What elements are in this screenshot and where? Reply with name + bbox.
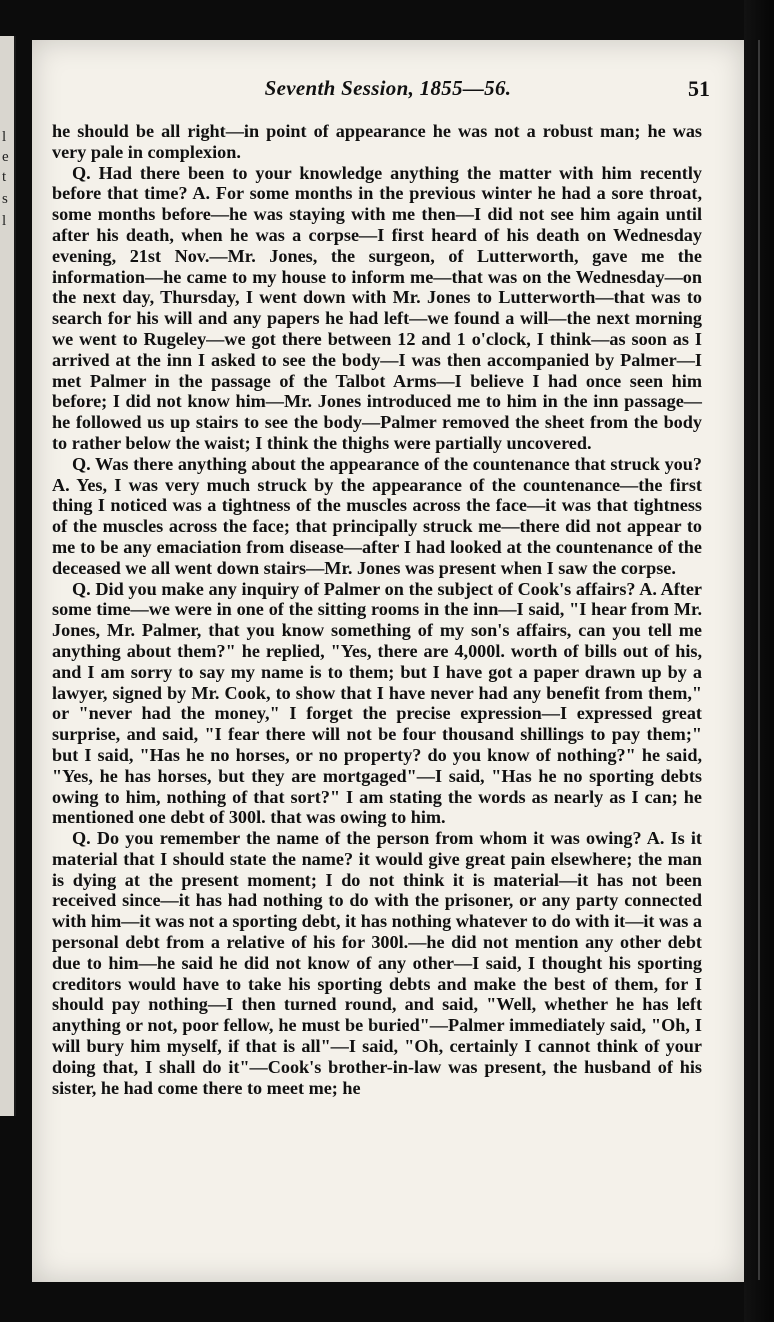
adjacent-page-fragment: t <box>2 169 7 185</box>
running-title: Seventh Session, 1855—56. <box>264 76 512 100</box>
book-binding <box>744 0 774 1322</box>
page-header <box>32 76 744 104</box>
document-page <box>32 40 744 1282</box>
paragraph: Q. Was there anything about the appearance of the countenance that struck you? A. Yes, I was very much struck by the appearance of the countenance—the first thing I noticed was a tightness of the muscles across the face—it was that tightness of the muscles across the face; that principally struck me—there did not appear to me to be any emaciation from disease—after I had looked at the countenance of the deceased we all went down stairs—Mr. Jones was present when I saw the corpse. <box>52 453 702 578</box>
body-text <box>52 121 702 1098</box>
adjacent-page-edge <box>0 36 16 1116</box>
adjacent-page-fragment: l <box>2 213 7 229</box>
paragraph: Q. Had there been to your knowledge anything the matter with him recently before that time? A. For some months in the previous winter he had a sore throat, some months before—he was staying with me then—I did not see him again until after his death, when he was a corpse—I first heard of his death on Wednesday evening, 21st Nov.—Mr. Jones, the surgeon, of Lutterworth, gave me the information—he came to my house to inform me—that was on the Wednesday—on the next day, Thursday, I went down with Mr. Jones to Lutterworth—that was to search for his will and any papers he had left—we found a will—the next morning we went to Rugeley—we got there between 12 and 1 o'clock, I think—as soon as I arrived at the inn I asked to see the body—I was then accompanied by Palmer—I met Palmer in the passage of the Talbot Arms—I believe I had once seen him before; I did not know him—Mr. Jones introduced me to him in the inn passage—he followed us up stairs to see the body—Palmer removed the sheet from the body to rather below the waist; I think the thighs were partially uncovered. <box>52 162 702 453</box>
paragraph: Q. Did you make any inquiry of Palmer on the subject of Cook's affairs? A. After some time—we were in one of the sitting rooms in the inn—I said, "I hear from Mr. Jones, Mr. Palmer, that you know something of my son's affairs, can you tell me anything about them?" he replied, "Yes, there are 4,000l. worth of bills out of his, and I am sorry to say my name is to them; but I have got a paper drawn up by a lawyer, signed by Mr. Cook, to show that I have never had any benefit from them," or "never had the money," I forget the precise expression—I expressed great surprise, and said, "I fear there will not be four thousand shillings to pay them;" but I said, "Has he no horses, or no property? do you know of nothing?" he said, "Yes, he has horses, but they are mortgaged"—I said, "Has he no sporting debts owing to him, nothing of that sort?" I am stating the words as nearly as I can; he mentioned one debt of 300l. that was owing to him. <box>52 578 702 828</box>
paragraph: Q. Do you remember the name of the person from whom it was owing? A. Is it material that I should state the name? it would give great pain elsewhere; the man is dying at the present moment; I do not think it is material—it has not been received since—it has had nothing to do with the prisoner, or any party connected with him—it was not a sporting debt, it has nothing whatever to do with it—it was a personal debt from a relative of his for 300l.—he did not mention any other debt due to him—he said he did not know of any other—I said, I thought his sporting creditors would have to take his sporting debts and make the best of them, for I should pay nothing—I then turned round, and said, "Well, whether he has left anything or not, poor fellow, he must be buried"—Palmer immediately said, "Oh, I will bury him myself, if that is all"—I said, "Oh, certainly I cannot think of your doing that, I shall do it"—Cook's brother-in-law was present, the husband of his sister, he had come there to meet me; he <box>52 828 702 1098</box>
adjacent-page-fragment: s <box>2 191 8 207</box>
paragraph: he should be all right—in point of appearance he was not a robust man; he was very pale in complexion. <box>52 121 702 162</box>
adjacent-page-fragment: e <box>2 149 9 165</box>
page-number: 51 <box>688 76 710 101</box>
spine-line <box>758 40 760 1280</box>
adjacent-page-fragment: l <box>2 129 7 145</box>
